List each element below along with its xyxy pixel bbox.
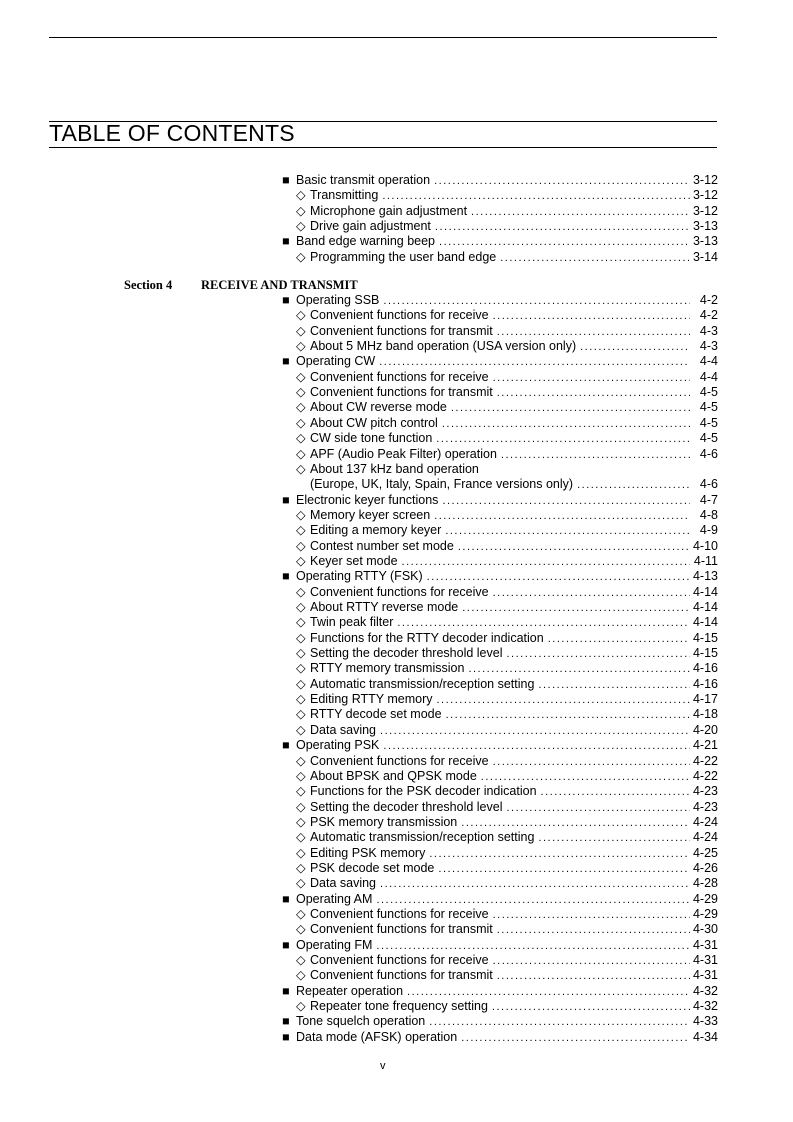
- dot-leader: [383, 294, 690, 309]
- toc-entry-label: Editing a memory keyer: [310, 523, 442, 538]
- diamond-bullet-icon: ◇: [296, 369, 306, 384]
- toc-main-entry[interactable]: [282, 173, 718, 188]
- dot-leader: [451, 401, 690, 416]
- toc-entry-page: 4-25: [692, 845, 718, 860]
- diamond-bullet-icon: ◇: [296, 553, 306, 568]
- toc-main-entry[interactable]: [282, 738, 718, 753]
- toc-sub-entry[interactable]: [296, 539, 718, 554]
- toc-sub-entry[interactable]: [296, 861, 718, 876]
- toc-entry-page: 4-7: [699, 492, 718, 507]
- square-bullet-icon: ■: [282, 937, 290, 952]
- dot-leader: [497, 923, 690, 938]
- toc-sub-entry[interactable]: [296, 585, 718, 600]
- section-name: RECEIVE AND TRANSMIT: [201, 278, 358, 292]
- toc-entry-label: Operating RTTY (FSK): [296, 569, 423, 584]
- toc-entry-page: 4-14: [692, 600, 718, 614]
- toc-entry-label: Convenient functions for receive: [310, 907, 489, 921]
- toc-entry-label: PSK memory transmission: [310, 814, 458, 829]
- toc-entry-page: 4-23: [692, 799, 718, 814]
- toc-sub-entry[interactable]: [296, 188, 718, 203]
- dot-leader: [541, 785, 690, 800]
- toc-entry-page: 4-11: [693, 553, 718, 568]
- toc-entry-page: 4-31: [692, 937, 718, 952]
- toc-entry-label: Tone squelch operation: [296, 1014, 426, 1029]
- toc-entry-page: 4-6: [699, 446, 718, 461]
- toc-entry-label: RTTY decode set mode: [310, 707, 442, 722]
- toc-entry-page: 4-3: [699, 339, 718, 354]
- toc-entry-page: 4-23: [692, 784, 718, 799]
- diamond-bullet-icon: ◇: [296, 799, 306, 814]
- toc-main-entry[interactable]: [282, 892, 718, 907]
- toc-entry-page: 4-5: [699, 385, 718, 400]
- dot-leader: [407, 985, 690, 1000]
- toc-sub-entry[interactable]: [296, 815, 718, 830]
- toc-entry-label: PSK decode set mode: [310, 860, 435, 875]
- diamond-bullet-icon: ◇: [296, 707, 306, 722]
- diamond-bullet-icon: ◇: [296, 876, 306, 891]
- toc-sub-entry[interactable]: [296, 400, 718, 415]
- toc-entry-page: 4-28: [692, 876, 718, 891]
- toc-entry-label: Convenient functions for receive: [310, 953, 489, 968]
- page-number: v: [380, 1060, 386, 1072]
- toc-sub-entry[interactable]: [296, 769, 718, 784]
- dot-leader: [493, 954, 690, 969]
- diamond-bullet-icon: ◇: [296, 845, 306, 860]
- diamond-bullet-icon: ◇: [296, 922, 306, 937]
- toc-entry-page: 3-12: [692, 203, 718, 218]
- toc-entry-label: Drive gain adjustment: [310, 219, 431, 234]
- toc-sub-entry[interactable]: [296, 876, 718, 891]
- dot-leader: [538, 678, 690, 693]
- toc-entry-page: 4-26: [692, 860, 718, 875]
- square-bullet-icon: ■: [282, 569, 290, 584]
- square-bullet-icon: ■: [282, 983, 290, 998]
- toc-entry-page: 4-18: [692, 707, 718, 722]
- diamond-bullet-icon: ◇: [296, 415, 306, 430]
- dot-leader: [493, 309, 690, 324]
- dot-leader: [446, 708, 690, 723]
- toc-entry-label: (Europe, UK, Italy, Spain, France versions only): [310, 477, 574, 492]
- diamond-bullet-icon: ◇: [296, 584, 306, 599]
- toc-entry-page: 4-22: [692, 768, 718, 783]
- toc-sub-entry[interactable]: [296, 385, 718, 400]
- dot-leader: [468, 662, 690, 677]
- toc-entry-label: Functions for the PSK decoder indication: [310, 784, 537, 799]
- toc-sub-entry[interactable]: [296, 784, 718, 799]
- toc-sub-entry[interactable]: [296, 754, 718, 769]
- toc-entry-label: Automatic transmission/reception setting: [310, 676, 535, 691]
- toc-entry-label: Data saving: [310, 876, 377, 891]
- diamond-bullet-icon: ◇: [296, 907, 306, 921]
- toc-sub-entry[interactable]: [296, 219, 718, 234]
- toc-entry-label: Basic transmit operation: [296, 173, 431, 187]
- toc-entry-label: Data mode (AFSK) operation: [296, 1029, 458, 1044]
- toc-entry-label: Functions for the RTTY decoder indication: [310, 630, 544, 645]
- dot-leader: [429, 1015, 690, 1030]
- diamond-bullet-icon: ◇: [296, 830, 306, 845]
- page-title: TABLE OF CONTENTS: [49, 120, 295, 146]
- toc-entry-label: Programming the user band edge: [310, 249, 497, 264]
- toc-entry-label: Microphone gain adjustment: [310, 203, 468, 218]
- toc-entry-page: 4-5: [699, 400, 718, 415]
- toc-entry-page: 4-6: [699, 477, 718, 492]
- toc-entry-page: 4-5: [699, 431, 718, 446]
- toc-entry-page: 4-31: [692, 968, 718, 983]
- toc-entry-page: 4-8: [699, 507, 718, 522]
- dot-leader: [471, 205, 690, 220]
- toc-entry-label: Band edge warning beep: [296, 234, 436, 249]
- toc-sub-entry[interactable]: [296, 677, 718, 692]
- toc-sub-entry[interactable]: [296, 447, 718, 462]
- toc-entry-label: Editing RTTY memory: [310, 692, 433, 707]
- toc-entry-label: Operating CW: [296, 354, 376, 369]
- toc-entry-page: 4-15: [692, 630, 718, 645]
- toc-main-entry[interactable]: [282, 569, 718, 584]
- dot-leader: [493, 586, 690, 601]
- dot-leader: [380, 724, 690, 739]
- toc-sub-entry[interactable]: [310, 477, 718, 492]
- toc-sub-entry[interactable]: [296, 631, 718, 646]
- toc-entry-label: Convenient functions for receive: [310, 369, 489, 384]
- toc-entry-label: Setting the decoder threshold level: [310, 646, 503, 661]
- toc-entry-label: Convenient functions for transmit: [310, 922, 493, 937]
- toc-entry-label: Electronic keyer functions: [296, 492, 439, 507]
- dot-leader: [376, 893, 690, 908]
- toc-entry-page: 4-14: [692, 615, 718, 630]
- toc-entry-page: 4-34: [692, 1029, 718, 1044]
- dot-leader: [580, 340, 690, 355]
- diamond-bullet-icon: ◇: [296, 968, 306, 983]
- dot-leader: [383, 739, 690, 754]
- toc-entry-label: About CW reverse mode: [310, 400, 447, 415]
- toc-sub-entry[interactable]: [296, 600, 718, 615]
- toc-entry-label: Operating SSB: [296, 293, 380, 307]
- toc-entry-label: Operating FM: [296, 937, 373, 952]
- toc-entry-page: 4-30: [692, 922, 718, 937]
- toc-entry-page: 4-20: [692, 722, 718, 737]
- toc-sub-entry[interactable]: [296, 431, 718, 446]
- toc-sub-entry[interactable]: [296, 615, 718, 630]
- toc-entry-label: Editing PSK memory: [310, 845, 426, 860]
- dot-leader: [436, 432, 690, 447]
- dot-leader: [442, 417, 690, 432]
- toc-main-entry[interactable]: [282, 938, 718, 953]
- toc-entry-page: 4-2: [699, 293, 718, 307]
- toc-main-entry[interactable]: [282, 354, 718, 369]
- toc-sub-entry[interactable]: [296, 723, 718, 738]
- diamond-bullet-icon: ◇: [296, 323, 306, 338]
- toc-entry-page: 4-22: [692, 753, 718, 768]
- diamond-bullet-icon: ◇: [296, 646, 306, 661]
- toc-entry-page: 4-32: [692, 983, 718, 998]
- toc-entry-page: 4-21: [692, 738, 718, 753]
- toc-main-entry[interactable]: [282, 1014, 718, 1029]
- toc-sub-entry[interactable]: [296, 661, 718, 676]
- header-rule: [49, 37, 717, 38]
- toc-entry-page: 4-15: [692, 646, 718, 661]
- toc-entry-page: 3-13: [692, 219, 718, 234]
- diamond-bullet-icon: ◇: [296, 784, 306, 799]
- toc-entry-page: 4-24: [692, 830, 718, 845]
- diamond-bullet-icon: ◇: [296, 953, 306, 968]
- toc-entry-page: 4-2: [699, 308, 718, 323]
- toc-sub-entry[interactable]: [296, 953, 718, 968]
- diamond-bullet-icon: ◇: [296, 385, 306, 400]
- section-number: Section 4: [124, 278, 173, 292]
- toc-entry-label: About 137 kHz band operation: [310, 461, 479, 476]
- toc-entry-label: Transmitting: [310, 188, 379, 203]
- square-bullet-icon: ■: [282, 234, 290, 249]
- toc-entry-page: 4-4: [699, 354, 718, 369]
- toc-entry-page: 4-4: [699, 369, 718, 384]
- dot-leader: [481, 770, 690, 785]
- section-heading: [124, 277, 358, 293]
- toc-sub-entry[interactable]: [296, 462, 718, 477]
- toc-sub-entry[interactable]: [296, 692, 718, 707]
- toc-sub-entry[interactable]: [296, 416, 718, 431]
- toc-entry-label: Convenient functions for transmit: [310, 323, 493, 338]
- dot-leader: [493, 755, 690, 770]
- toc-sub-entry[interactable]: [296, 707, 718, 722]
- toc-entry-label: Automatic transmission/reception setting: [310, 830, 535, 845]
- dot-leader: [434, 509, 690, 524]
- toc-main-entry[interactable]: [282, 493, 718, 508]
- dot-leader: [439, 235, 690, 250]
- dot-leader: [462, 601, 690, 616]
- toc-entry-label: Convenient functions for receive: [310, 308, 489, 323]
- square-bullet-icon: ■: [282, 173, 290, 187]
- toc-entry-label: Convenient functions for receive: [310, 584, 489, 599]
- toc-entry-label: Keyer set mode: [310, 553, 398, 568]
- toc-entry-page: 4-29: [692, 891, 718, 906]
- toc-main-entry[interactable]: [282, 293, 718, 308]
- diamond-bullet-icon: ◇: [296, 630, 306, 645]
- toc-entry-label: Data saving: [310, 722, 377, 737]
- toc-entry-page: 4-16: [692, 661, 718, 676]
- toc-entry-label: Convenient functions for transmit: [310, 385, 493, 400]
- dot-leader: [577, 478, 690, 493]
- dot-leader: [501, 448, 690, 463]
- dot-leader: [458, 540, 690, 555]
- toc-entry-label: Convenient functions for transmit: [310, 968, 493, 983]
- toc-sub-entry[interactable]: [296, 204, 718, 219]
- diamond-bullet-icon: ◇: [296, 814, 306, 829]
- dot-leader: [442, 494, 690, 509]
- dot-leader: [427, 570, 690, 585]
- toc-entry-label: RTTY memory transmission: [310, 661, 465, 676]
- toc-entry-page: 4-31: [692, 953, 718, 968]
- dot-leader: [500, 251, 690, 266]
- diamond-bullet-icon: ◇: [296, 523, 306, 538]
- toc-sub-entry[interactable]: [296, 554, 718, 569]
- dot-leader: [379, 355, 690, 370]
- toc-entry-label: About CW pitch control: [310, 415, 438, 430]
- dot-leader: [437, 693, 691, 708]
- toc-sub-entry[interactable]: [296, 370, 718, 385]
- dot-leader: [461, 816, 690, 831]
- toc-entry-label: Memory keyer screen: [310, 507, 431, 522]
- toc-entry-label: Repeater tone frequency setting: [310, 999, 488, 1014]
- diamond-bullet-icon: ◇: [296, 431, 306, 446]
- toc-entry-label: About 5 MHz band operation (USA version only): [310, 339, 577, 354]
- toc-sub-entry[interactable]: [296, 508, 718, 523]
- diamond-bullet-icon: ◇: [296, 461, 306, 476]
- toc-entry-page: 4-5: [699, 415, 718, 430]
- toc-entry-page: 4-10: [692, 538, 718, 553]
- diamond-bullet-icon: ◇: [296, 339, 306, 354]
- toc-entry-label: APF (Audio Peak Filter) operation: [310, 446, 497, 461]
- toc-entry-label: Operating PSK: [296, 738, 380, 753]
- square-bullet-icon: ■: [282, 891, 290, 906]
- toc-sub-entry[interactable]: [296, 250, 718, 265]
- dot-leader: [461, 1031, 690, 1046]
- toc-entry-page: 4-16: [692, 676, 718, 691]
- toc-entry-label: About RTTY reverse mode: [310, 600, 459, 614]
- dot-leader: [376, 939, 690, 954]
- dot-leader: [445, 524, 690, 539]
- diamond-bullet-icon: ◇: [296, 692, 306, 707]
- diamond-bullet-icon: ◇: [296, 188, 306, 203]
- toc-entry-label: CW side tone function: [310, 431, 433, 446]
- toc-entry-label: Setting the decoder threshold level: [310, 799, 503, 814]
- square-bullet-icon: ■: [282, 738, 290, 753]
- dot-leader: [548, 632, 690, 647]
- dot-leader: [492, 1000, 690, 1015]
- toc-entry-page: 4-33: [692, 1014, 718, 1029]
- toc-entry-page: 3-12: [692, 173, 718, 187]
- diamond-bullet-icon: ◇: [296, 615, 306, 630]
- toc-sub-entry[interactable]: [296, 907, 718, 922]
- toc-sub-entry[interactable]: [296, 339, 718, 354]
- diamond-bullet-icon: ◇: [296, 400, 306, 415]
- diamond-bullet-icon: ◇: [296, 768, 306, 783]
- toc-entry-page: 4-32: [692, 999, 718, 1014]
- toc-entry-label: About BPSK and QPSK mode: [310, 768, 477, 783]
- diamond-bullet-icon: ◇: [296, 999, 306, 1014]
- toc-main-entry[interactable]: [282, 984, 718, 999]
- dot-leader: [397, 616, 690, 631]
- diamond-bullet-icon: ◇: [296, 753, 306, 768]
- toc-sub-entry[interactable]: [296, 308, 718, 323]
- diamond-bullet-icon: ◇: [296, 446, 306, 461]
- dot-leader: [382, 189, 690, 204]
- toc-sub-entry[interactable]: [296, 830, 718, 845]
- toc-main-entry[interactable]: [282, 234, 718, 249]
- diamond-bullet-icon: ◇: [296, 308, 306, 323]
- diamond-bullet-icon: ◇: [296, 676, 306, 691]
- dot-leader: [507, 647, 691, 662]
- diamond-bullet-icon: ◇: [296, 538, 306, 553]
- toc-sub-entry[interactable]: [296, 922, 718, 937]
- diamond-bullet-icon: ◇: [296, 203, 306, 218]
- dot-leader: [538, 831, 690, 846]
- square-bullet-icon: ■: [282, 492, 290, 507]
- toc-sub-entry[interactable]: [296, 646, 718, 661]
- toc-main-entry[interactable]: [282, 1030, 718, 1045]
- toc-entry-page: 3-13: [692, 234, 718, 249]
- dot-leader: [497, 325, 690, 340]
- diamond-bullet-icon: ◇: [296, 860, 306, 875]
- toc-sub-entry[interactable]: [296, 523, 718, 538]
- square-bullet-icon: ■: [282, 1014, 290, 1029]
- square-bullet-icon: ■: [282, 293, 290, 307]
- toc-sub-entry[interactable]: [296, 968, 718, 983]
- toc-entry-label: Operating AM: [296, 891, 373, 906]
- dot-leader: [434, 174, 690, 189]
- diamond-bullet-icon: ◇: [296, 600, 306, 614]
- dot-leader: [380, 877, 690, 892]
- toc-entry-label: Repeater operation: [296, 983, 404, 998]
- dot-leader: [493, 908, 690, 923]
- toc-entry-label: Convenient functions for receive: [310, 753, 489, 768]
- dot-leader: [493, 371, 690, 386]
- diamond-bullet-icon: ◇: [296, 219, 306, 234]
- diamond-bullet-icon: ◇: [296, 722, 306, 737]
- toc-entry-page: 4-24: [692, 814, 718, 829]
- diamond-bullet-icon: ◇: [296, 661, 306, 676]
- toc-entry-label: Twin peak filter: [310, 615, 394, 630]
- toc-entry-label: Contest number set mode: [310, 538, 454, 553]
- toc-entry-page: 4-9: [699, 523, 718, 538]
- toc-sub-entry[interactable]: [296, 846, 718, 861]
- dot-leader: [497, 969, 690, 984]
- toc-entry-page: 3-14: [692, 249, 718, 264]
- toc-entry-page: 4-3: [699, 323, 718, 338]
- toc-sub-entry[interactable]: [296, 324, 718, 339]
- toc-sub-entry[interactable]: [296, 800, 718, 815]
- toc-entry-page: 3-12: [692, 188, 718, 203]
- diamond-bullet-icon: ◇: [296, 249, 306, 264]
- toc-entry-page: 4-17: [692, 692, 718, 707]
- dot-leader: [402, 555, 690, 570]
- dot-leader: [429, 847, 690, 862]
- square-bullet-icon: ■: [282, 1029, 290, 1044]
- toc-entry-page: 4-14: [692, 584, 718, 599]
- dot-leader: [507, 801, 691, 816]
- toc-entry-page: 4-29: [692, 907, 718, 921]
- dot-leader: [497, 386, 690, 401]
- diamond-bullet-icon: ◇: [296, 507, 306, 522]
- dot-leader: [435, 220, 690, 235]
- toc-entry-page: 4-13: [692, 569, 718, 584]
- title-rule-bottom: [49, 147, 717, 148]
- dot-leader: [438, 862, 690, 877]
- toc-sub-entry[interactable]: [296, 999, 718, 1014]
- square-bullet-icon: ■: [282, 354, 290, 369]
